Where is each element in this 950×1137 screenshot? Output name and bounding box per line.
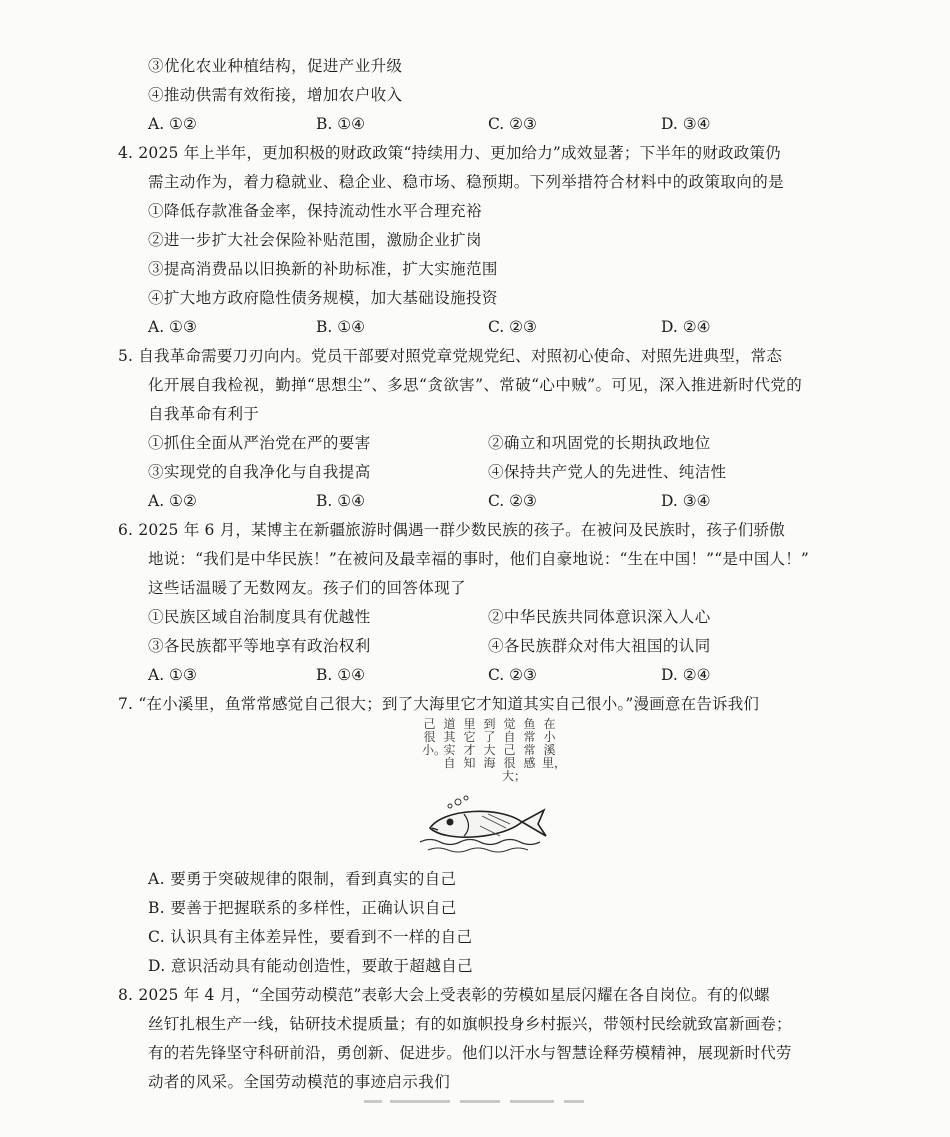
q7-stem-line-1: 7. “在小溪里，鱼常常感觉自己很大；到了大海里它才知道其实自己很小。”漫画意在告诉我们 [118,695,760,713]
q4-item-2: ②进一步扩大社会保险补贴范围，激励企业扩岗 [148,231,482,249]
q4-item-4: ④扩大地方政府隐性债务规模，加大基础设施投资 [148,289,498,307]
q6-item-3: ③各民族都平等地享有政治权利 [148,637,371,655]
q3-option-c[interactable]: C. ②③ [488,115,537,133]
q3-option-a[interactable]: A. ①② [148,115,197,133]
footer-fragment [364,1094,590,1104]
q5-item-4: ④保持共产党人的先进性、纯洁性 [488,463,727,481]
q5-stem-line-2: 化开展自我检视，勤掸“思想尘”、多思“贪欲害”、常破“心中贼”。可见，深入推进新时代党的 [148,376,803,394]
q8-stem-line-2: 丝钉扎根生产一线，钻研技术提质量；有的如旗帜投身乡村振兴，带领村民绘就致富新画卷； [148,1015,792,1033]
q7-option-a[interactable]: A. 要勇于突破规律的限制，看到真实的自己 [148,870,457,888]
cartoon-caption-col: 觉自己很大； [502,717,527,783]
q5-stem-line-3: 自我革命有利于 [148,405,260,423]
q4-item-1: ①降低存款准备金率，保持流动性水平合理充裕 [148,202,482,220]
q5-item-3: ③实现党的自我净化与自我提高 [148,463,371,481]
q5-option-c[interactable]: C. ②③ [488,492,537,510]
q8-stem-line-1: 8. 2025 年 4 月，“全国劳动模范”表彰大会上受表彰的劳模如星辰闪耀在各自岗位。有的似螺 [118,986,770,1004]
q5-option-d[interactable]: D. ③④ [661,492,711,510]
q5-option-b[interactable]: B. ①④ [316,492,366,510]
q3-option-b[interactable]: B. ①④ [316,115,366,133]
q7-option-d[interactable]: D. 意识活动具有能动创造性，要敢于超越自己 [148,957,474,975]
q6-stem-line-2: 地说：“我们是中华民族！”在被问及最幸福的事时，他们自豪地说：“生在中国！”“是中国人！” [148,550,810,568]
cartoon-caption-col: 己很小。 [422,717,447,757]
q6-option-c[interactable]: C. ②③ [488,666,537,684]
q4-option-b[interactable]: B. ①④ [316,318,366,336]
q3-item-4: ④推动供需有效衔接，增加农户收入 [148,86,403,104]
q5-option-a[interactable]: A. ①② [148,492,197,510]
q5-item-1: ①抓住全面从严治党在严的要害 [148,434,371,452]
q6-option-a[interactable]: A. ①③ [148,666,197,684]
q8-stem-line-3: 有的若先锋坚守科研前沿，勇创新、促进步。他们以汗水与智慧诠释劳模精神，展现新时代劳 [148,1044,792,1062]
q6-item-1: ①民族区域自治制度具有优越性 [148,608,371,626]
q3-option-d[interactable]: D. ③④ [661,115,711,133]
q3-item-3: ③优化农业种植结构，促进产业升级 [148,57,403,75]
q6-stem-line-3: 这些话温暖了无数网友。孩子们的回答体现了 [148,579,467,597]
q7-option-c[interactable]: C. 认识具有主体差异性，要看到不一样的自己 [148,928,473,946]
cartoon-caption-col: 到了大海 [483,717,496,770]
q4-option-a[interactable]: A. ①③ [148,318,197,336]
q6-option-d[interactable]: D. ②④ [661,666,711,684]
q7-option-b[interactable]: B. 要善于把握联系的多样性，正确认识自己 [148,899,457,917]
q4-stem-line-1: 4. 2025 年上半年，更加积极的财政政策“持续用力、更加给力”成效显著；下半年的财政政策仍 [118,144,781,162]
q6-item-2: ②中华民族共同体意识深入人心 [488,608,711,626]
q5-stem-line-1: 5. 自我革命需要刀刃向内。党员干部要对照党章党规党纪、对照初心使命、对照先进典型，常态 [118,347,783,365]
q6-item-4: ④各民族群众对伟大祖国的认同 [488,637,711,655]
cartoon-caption-col: 道其实自 [443,717,456,770]
cartoon-caption-col: 鱼常常感 [523,717,536,770]
q6-option-b[interactable]: B. ①④ [316,666,366,684]
cartoon-caption-col: 在小溪里， [542,717,567,770]
fish-cartoon [372,718,572,858]
cartoon-caption-col: 里它才知 [463,717,476,770]
q6-stem-line-1: 6. 2025 年 6 月，某博主在新疆旅游时偶遇一群少数民族的孩子。在被问及民族时，孩子们骄傲 [118,521,785,539]
q4-option-d[interactable]: D. ②④ [661,318,711,336]
fish-illustration [372,718,572,858]
q8-stem-line-4: 动者的风采。全国劳动模范的事迹启示我们 [148,1073,451,1091]
q4-option-c[interactable]: C. ②③ [488,318,537,336]
q5-item-2: ②确立和巩固党的长期执政地位 [488,434,711,452]
q4-stem-line-2: 需主动作为，着力稳就业、稳企业、稳市场、稳预期。下列举措符合材料中的政策取向的是 [148,173,785,191]
q4-item-3: ③提高消费品以旧换新的补助标准，扩大实施范围 [148,260,498,278]
